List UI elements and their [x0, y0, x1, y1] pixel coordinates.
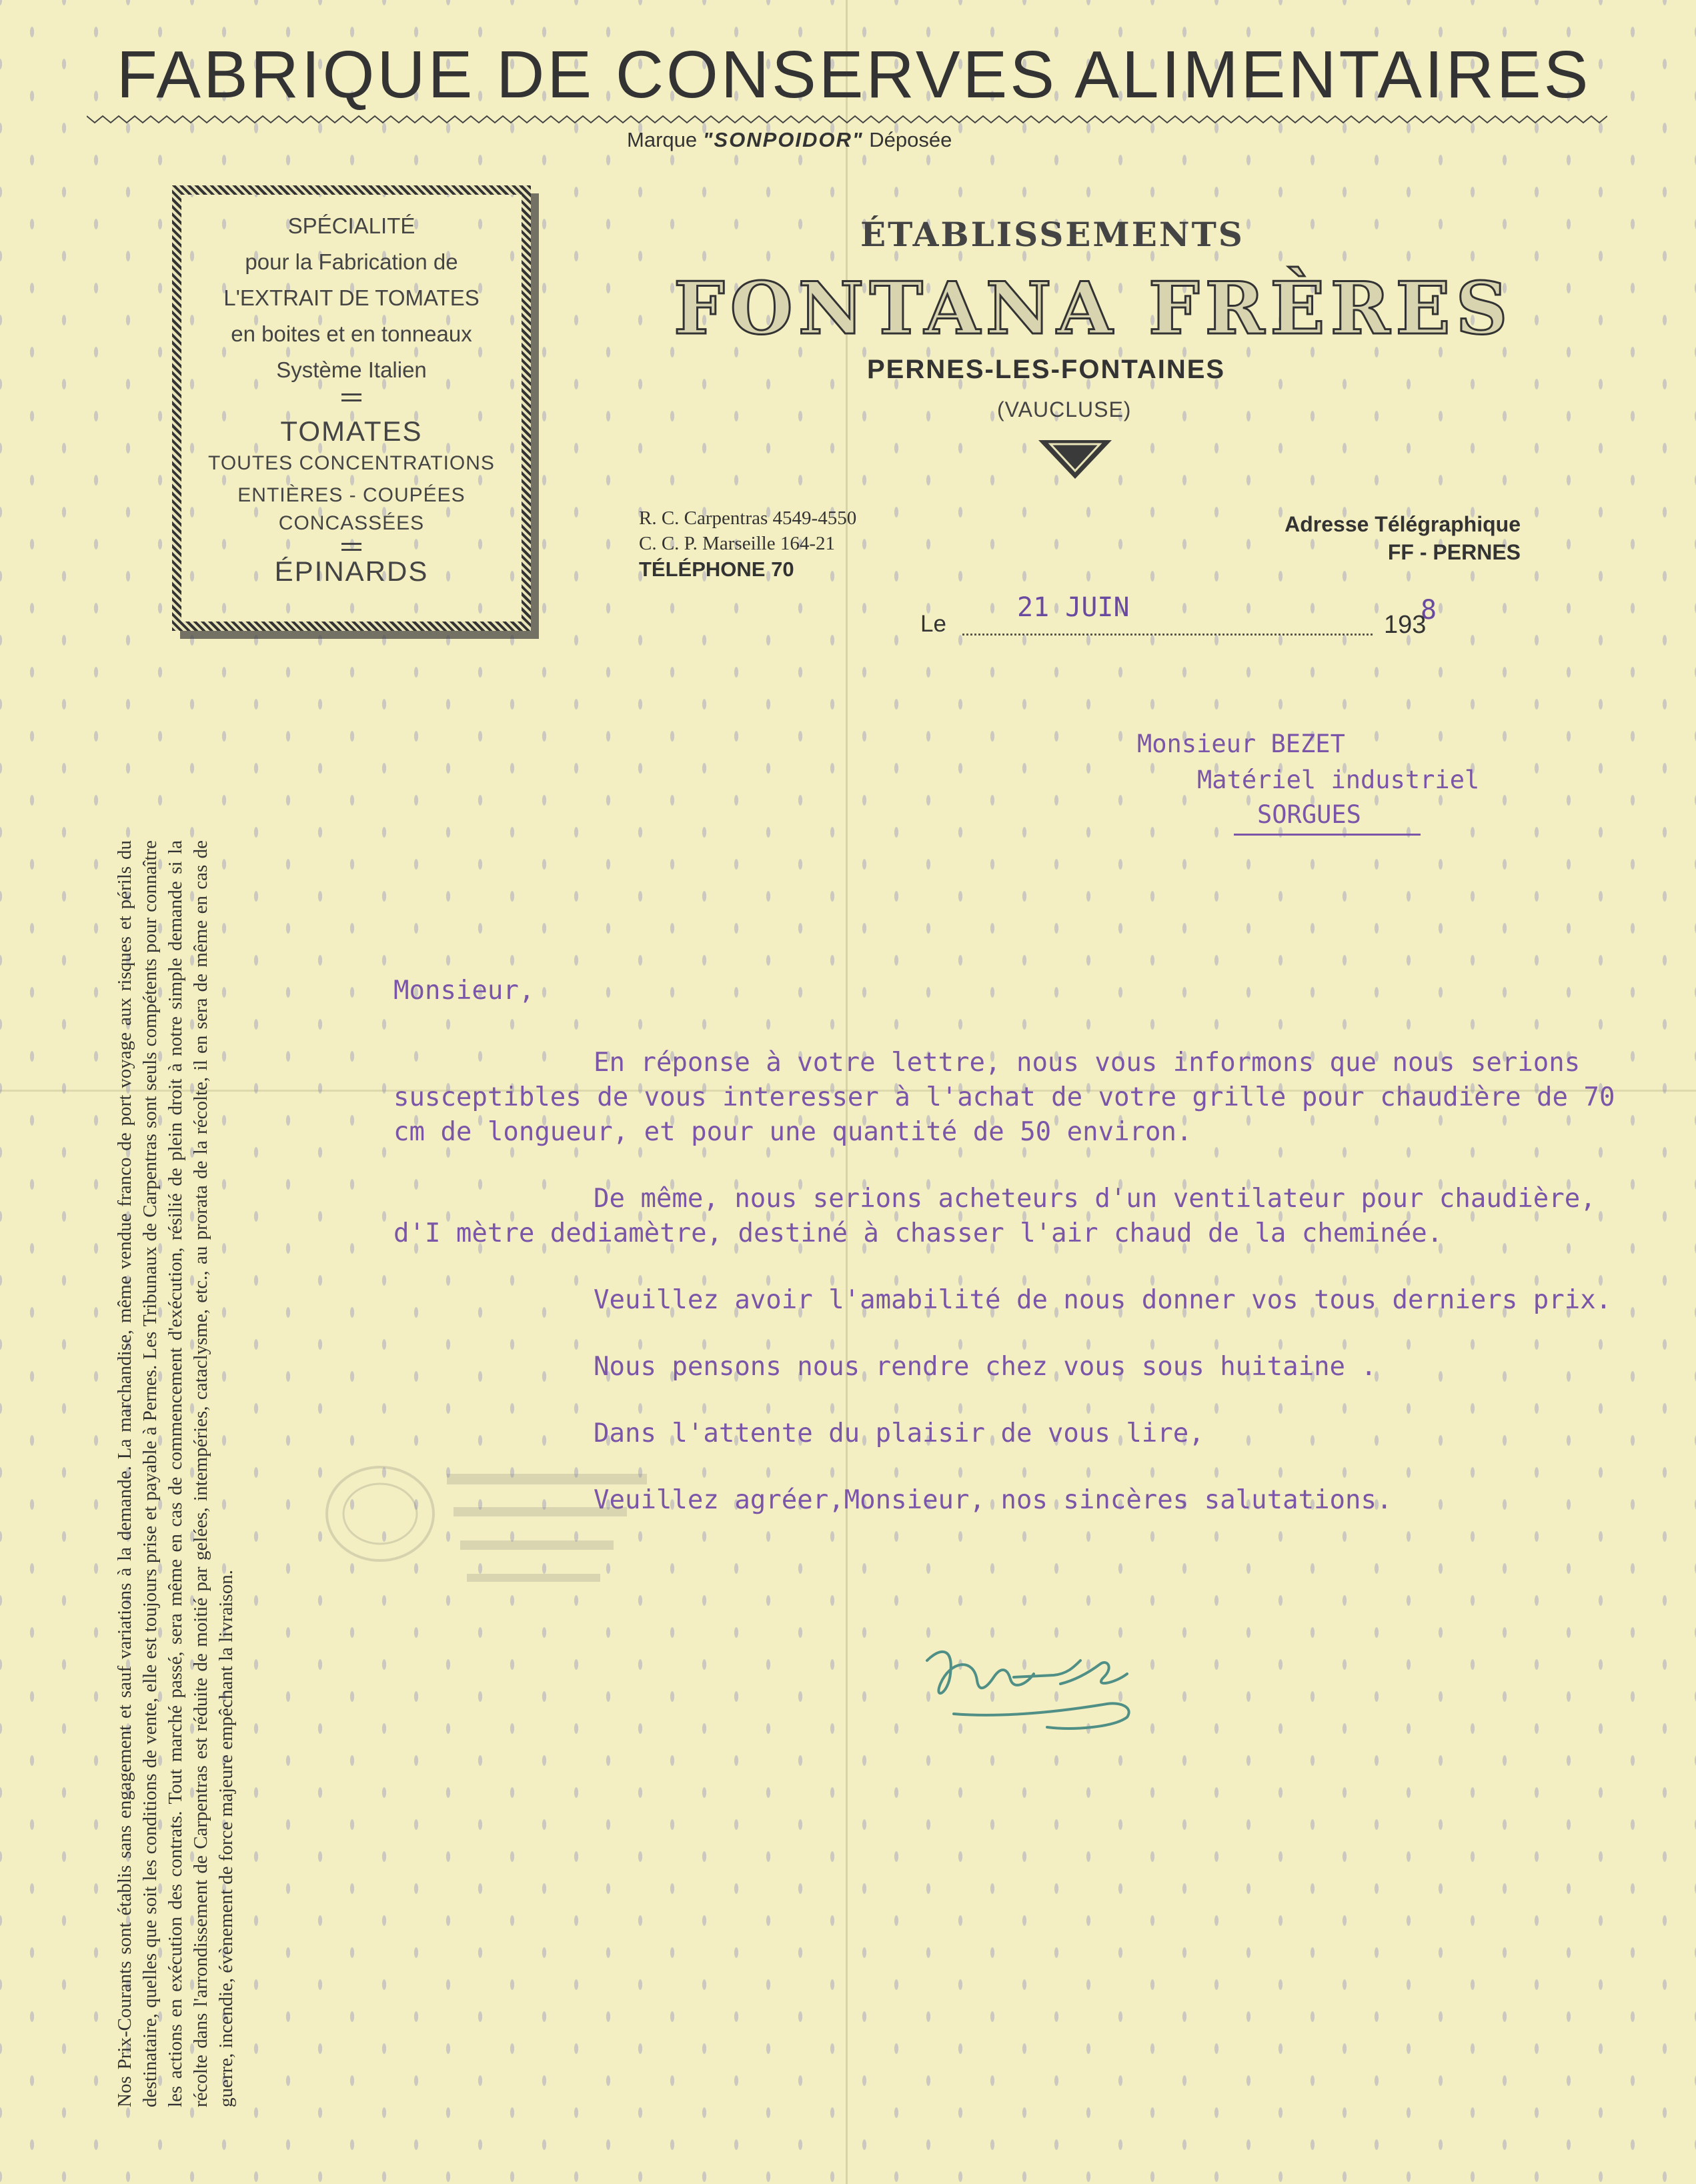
registry-rc: R. C. Carpentras 4549-4550: [639, 507, 857, 529]
telephone: TÉLÉPHONE 70: [639, 558, 794, 581]
box-separator: [341, 393, 361, 401]
telegraph-label: Adresse Télégraphique: [1285, 512, 1521, 536]
brand-name: "SONPOIDOR": [702, 128, 864, 151]
spec-line: en boites et en tonneaux: [231, 321, 472, 346]
marque-suffix: Déposée: [869, 128, 952, 151]
title-underline-ornament: [87, 115, 1607, 124]
letter-paragraph: De même, nous serions acheteurs d'un ventilateur pour chaudière, d'I mètre dediamètre, destiné à chasser l'air chaud de la cheminée.: [393, 1184, 1596, 1248]
box-separator: [341, 543, 361, 551]
date-typed: 21 JUIN: [1017, 592, 1130, 623]
spec-line: Système Italien: [276, 357, 427, 382]
registry-ccp: C. C. P. Marseille 164-21: [639, 533, 836, 554]
date-year-printed: 193: [1384, 611, 1427, 639]
letter-paragraph: En réponse à votre lettre, nous vous informons que nous serions susceptibles de vous interesser à l'achat de votre grille pour chaudière de 70 cm de longueur, et pour une quantité de 50 environ.: [393, 1048, 1615, 1147]
company-etablissements: ÉTABLISSEMENTS: [860, 215, 1244, 254]
spec-tomates: TOMATES: [280, 415, 423, 447]
telegraph-address: [1207, 510, 1521, 566]
recipient-name: Monsieur BEZET: [1137, 730, 1345, 758]
faded-company-stamp: [307, 1434, 667, 1634]
spec-types: ENTIÈRES - COUPÉES: [237, 484, 466, 506]
spec-concassees: CONCASSÉES: [278, 512, 425, 534]
speciality-box: [172, 185, 531, 631]
date-prefix: Le: [920, 611, 946, 637]
recipient-city-underline: [1234, 834, 1421, 836]
spec-concentrations: TOUTES CONCENTRATIONS: [208, 452, 495, 474]
letter-salutation: Monsieur,: [393, 976, 535, 1006]
recipient-business: Matériel industriel: [1197, 766, 1480, 794]
spec-line: SPÉCIALITÉ: [287, 213, 415, 238]
recipient-city: SORGUES: [1257, 800, 1361, 829]
registry-block: [639, 505, 856, 556]
legal-conditions-note: Nos Prix-Courants sont établis sans engagement et sauf variations à la demande. La marchandise, même vendue franco de port voyage aux risques et périls du destinataire, quelles que soit les conditions de vente, elle est toujours prise et payable à Pernes. Les Tribunaux de Carpentras sont seuls compétents pour connaître les actions en exécution des contrats. Tout marché passé, sera même en cas de commencement d'exécution, résilié de plein droit à notre simple demande si la récolte dans l'arrondissement de Carpentras est réduite de moitié par gelées, intempéries, cataclysme, etc., au prorata de la récolte, il en sera de même en cas de guerre, incendie, évènement de force majeure empêchant la livraison.: [114, 840, 237, 2107]
letter-paragraph: Nous pensons nous rendre chez vous sous huitaine .: [594, 1352, 1377, 1382]
letter-paragraph: Veuillez agréer,Monsieur, nos sincères salutations.: [594, 1485, 1393, 1515]
company-department: (VAUCLUSE): [997, 397, 1132, 421]
letter-paragraph: Veuillez avoir l'amabilité de nous donner vos tous derniers prix.: [594, 1285, 1612, 1315]
triangle-ornament-icon: [1038, 440, 1112, 480]
spec-line: L'EXTRAIT DE TOMATES: [223, 285, 480, 310]
spec-epinards: ÉPINARDS: [274, 556, 429, 587]
letterhead-title: FABRIQUE DE CONSERVES ALIMENTAIRES: [116, 37, 1591, 112]
date-dotted-line: [962, 634, 1373, 636]
telegraph-value: FF - PERNES: [1387, 540, 1521, 564]
company-name: FONTANA FRÈRES: [674, 267, 1513, 351]
brand-mark-line: [627, 128, 952, 152]
date-year-typed: 8: [1421, 595, 1437, 626]
marque-prefix: Marque: [627, 128, 698, 151]
handwritten-signature: [914, 1620, 1154, 1741]
letter-paragraph: Dans l'attente du plaisir de vous lire,: [594, 1418, 1204, 1448]
spec-line: pour la Fabrication de: [245, 249, 458, 274]
company-city: PERNES-LES-FONTAINES: [867, 355, 1226, 384]
